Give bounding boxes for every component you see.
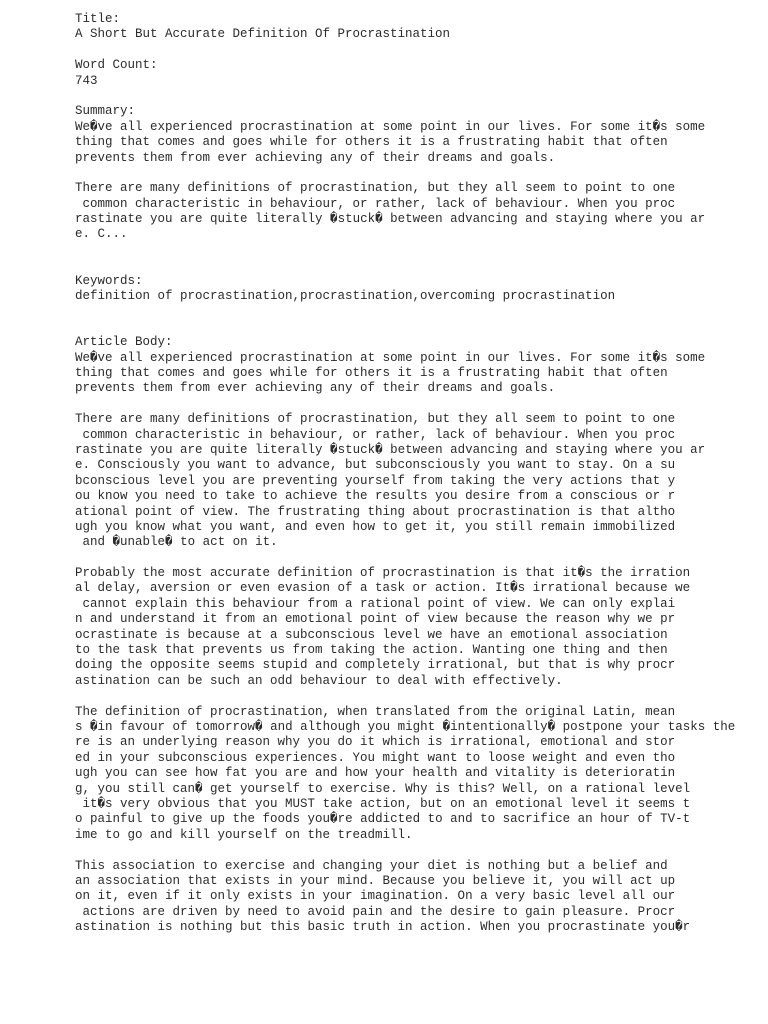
word-count-value: 743: [75, 73, 98, 88]
article-line: [75, 843, 765, 858]
article-line: This association to exercise and changing your diet is nothing but a belief and: [75, 858, 668, 873]
keywords-label: Keywords:: [75, 273, 143, 288]
article-line: an association that exists in your mind. Because you believe it, you will act up: [75, 873, 676, 888]
keywords-value: definition of procrastination,procrastination,overcoming procrastination: [75, 289, 616, 304]
summary-line: e. C...: [75, 227, 128, 242]
title-section: [75, 12, 765, 43]
article-line: n and understand it from an emotional point of view because the reason why we pr: [75, 612, 676, 627]
article-line: [75, 397, 765, 412]
article-line: rastinate you are quite literally �stuck� between advancing and staying where you ar: [75, 442, 706, 457]
summary-line: [75, 166, 765, 181]
article-line: prevents them from ever achieving any of their dreams and goals.: [75, 381, 556, 396]
article-line: [75, 551, 765, 566]
summary-line: rastinate you are quite literally �stuck� between advancing and staying where you ar: [75, 212, 706, 227]
article-line: ugh you can see how fat you are and how your health and vitality is deterioratin: [75, 766, 676, 781]
article-line: common characteristic in behaviour, or rather, lack of behaviour. When you proc: [75, 427, 676, 442]
summary-line: We�ve all experienced procrastination at some point in our lives. For some it�s some: [75, 119, 706, 134]
article-line: to the task that prevents us from taking the action. Wanting one thing and then: [75, 643, 668, 658]
article-line: thing that comes and goes while for others it is a frustrating habit that often: [75, 366, 668, 381]
summary-line: prevents them from ever achieving any of their dreams and goals.: [75, 150, 556, 165]
article-line: ime to go and kill yourself on the treadmill.: [75, 827, 413, 842]
article-line: actions are driven by need to avoid pain and the desire to gain pleasure. Procr: [75, 904, 676, 919]
article-line: s �in favour of tomorrow� and although you might �intentionally� postpone your tasks the: [75, 720, 736, 734]
summary-section: [75, 104, 765, 243]
article-line: and �unable� to act on it.: [75, 535, 278, 550]
article-line: al delay, aversion or even evasion of a task or action. It�s irrational because we: [75, 581, 691, 596]
article-line: cannot explain this behaviour from a rational point of view. We can only explai: [75, 596, 676, 611]
article-line: ed in your subconscious experiences. You might want to loose weight and even tho: [75, 750, 676, 765]
article-line: [75, 689, 765, 704]
article-line: There are many definitions of procrastination, but they all seem to point to one: [75, 412, 676, 427]
document-title: A Short But Accurate Definition Of Procrastination: [75, 27, 451, 42]
keywords-section: [75, 274, 765, 305]
title-label: Title:: [75, 12, 121, 26]
summary-line: There are many definitions of procrastination, but they all seem to point to one: [75, 181, 676, 196]
article-line: ugh you know what you want, and even how to get it, you still remain immobilized: [75, 519, 676, 534]
article-line: ou know you need to take to achieve the results you desire from a conscious or r: [75, 489, 676, 504]
article-line: bconscious level you are preventing yourself from taking the very actions that y: [75, 473, 676, 488]
document: [75, 12, 765, 935]
word-count-label: Word Count:: [75, 58, 158, 73]
article-line: Probably the most accurate definition of procrastination is that it�s the irration: [75, 566, 691, 581]
word-count-section: [75, 58, 765, 89]
article-line: astination is nothing but this basic truth in action. When you procrastinate you�r: [75, 920, 691, 935]
article-line: g, you still can� get yourself to exercise. Why is this? Well, on a rational level: [75, 781, 691, 796]
article-line: o painful to give up the foods you�re addicted to and to sacrifice an hour of TV-t: [75, 812, 691, 827]
article-line: We�ve all experienced procrastination at some point in our lives. For some it�s some: [75, 350, 706, 365]
article-line: on it, even if it only exists in your imagination. On a very basic level all our: [75, 889, 676, 904]
article-line: astination can be such an odd behaviour to deal with effectively.: [75, 673, 563, 688]
article-line: ocrastinate is because at a subconscious level we have an emotional association: [75, 627, 668, 642]
article-body-label: Article Body:: [75, 335, 173, 350]
article-line: ational point of view. The frustrating thing about procrastination is that altho: [75, 504, 676, 519]
summary-label: Summary:: [75, 104, 136, 119]
article-body-section: [75, 335, 765, 935]
summary-line: thing that comes and goes while for others it is a frustrating habit that often: [75, 135, 668, 150]
article-line: e. Consciously you want to advance, but subconsciously you want to stay. On a su: [75, 458, 676, 473]
summary-line: common characteristic in behaviour, or rather, lack of behaviour. When you proc: [75, 196, 676, 211]
article-line: The definition of procrastination, when translated from the original Latin, mean: [75, 704, 676, 719]
article-line: it�s very obvious that you MUST take action, but on an emotional level it seems t: [75, 796, 691, 811]
article-line: re is an underlying reason why you do it which is irrational, emotional and stor: [75, 735, 676, 750]
article-line: doing the opposite seems stupid and completely irrational, but that is why procr: [75, 658, 676, 673]
